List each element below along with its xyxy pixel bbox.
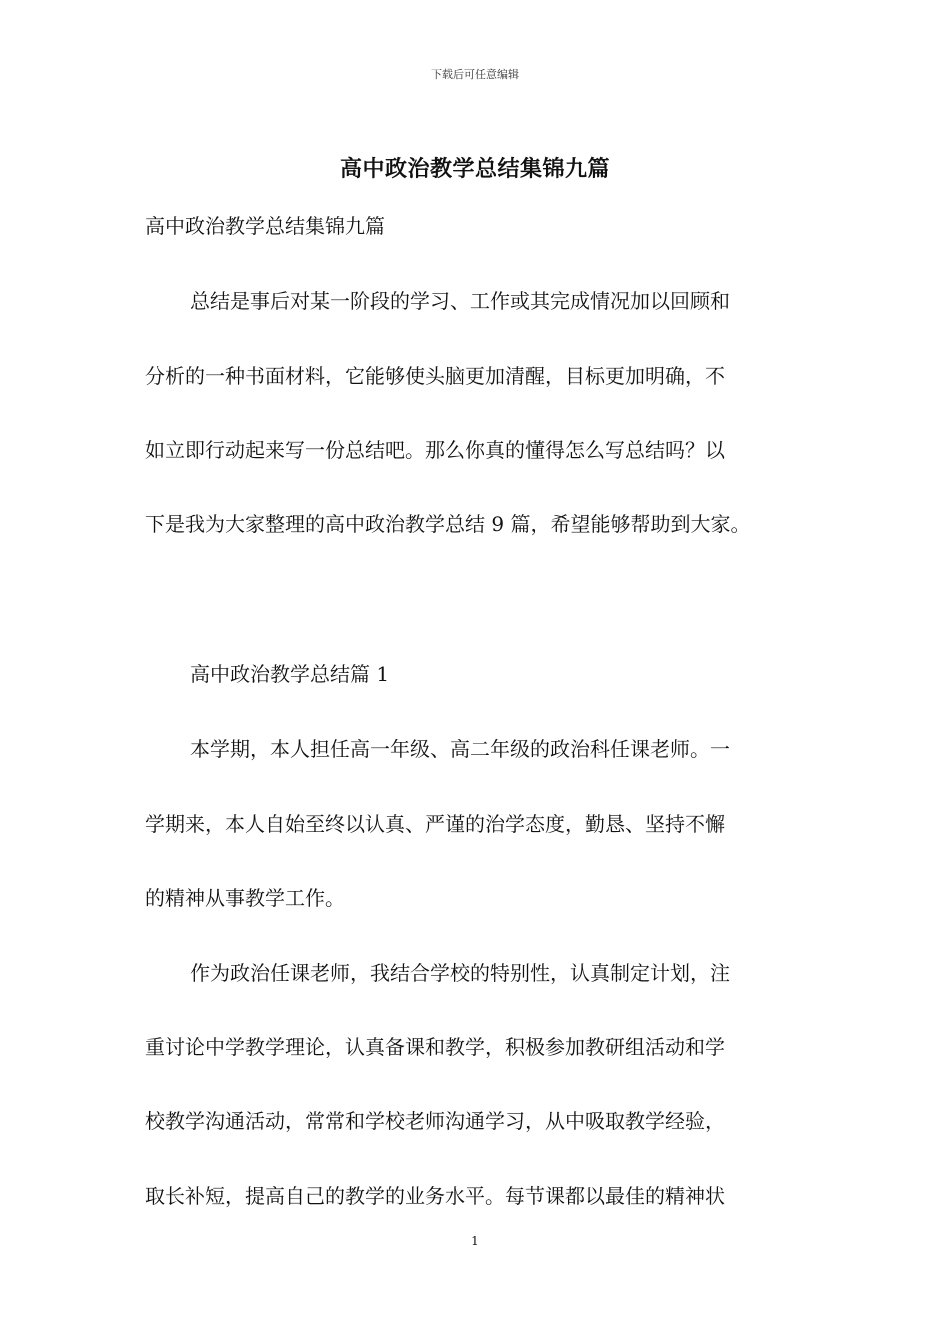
paragraph-line: 本学期，本人担任高一年级、高二年级的政治科任课老师。一 (190, 737, 730, 761)
intro-line: 总结是事后对某一阶段的学习、工作或其完成情况加以回顾和 (190, 289, 730, 313)
intro-line: 下是我为大家整理的高中政治教学总结 9 篇，希望能够帮助到大家。 (145, 512, 751, 536)
document-title: 高中政治教学总结集锦九篇 (339, 156, 610, 182)
intro-line: 如立即行动起来写一份总结吧。那么你真的懂得怎么写总结吗？以 (145, 438, 725, 462)
paragraph-line: 的精神从事教学工作。 (145, 886, 345, 910)
paragraph-line: 作为政治任课老师，我结合学校的特别性，认真制定计划，注 (190, 961, 730, 985)
document-subtitle: 高中政治教学总结集锦九篇 (145, 214, 385, 238)
header-note: 下载后可任意编辑 (431, 68, 519, 81)
section-heading: 高中政治教学总结篇 1 (190, 662, 390, 686)
paragraph-line: 校教学沟通活动，常常和学校老师沟通学习，从中吸取教学经验， (145, 1109, 725, 1133)
paragraph-line: 取长补短，提高自己的教学的业务水平。每节课都以最佳的精神状 (145, 1184, 725, 1208)
paragraph-line: 重讨论中学教学理论，认真备课和教学，积极参加教研组活动和学 (145, 1035, 725, 1059)
intro-line: 分析的一种书面材料，它能够使头脑更加清醒，目标更加明确，不 (145, 364, 725, 388)
paragraph-line: 学期来，本人自始至终以认真、严谨的治学态度，勤恳、坚持不懈 (145, 812, 725, 836)
page-number: 1 (471, 1234, 479, 1248)
